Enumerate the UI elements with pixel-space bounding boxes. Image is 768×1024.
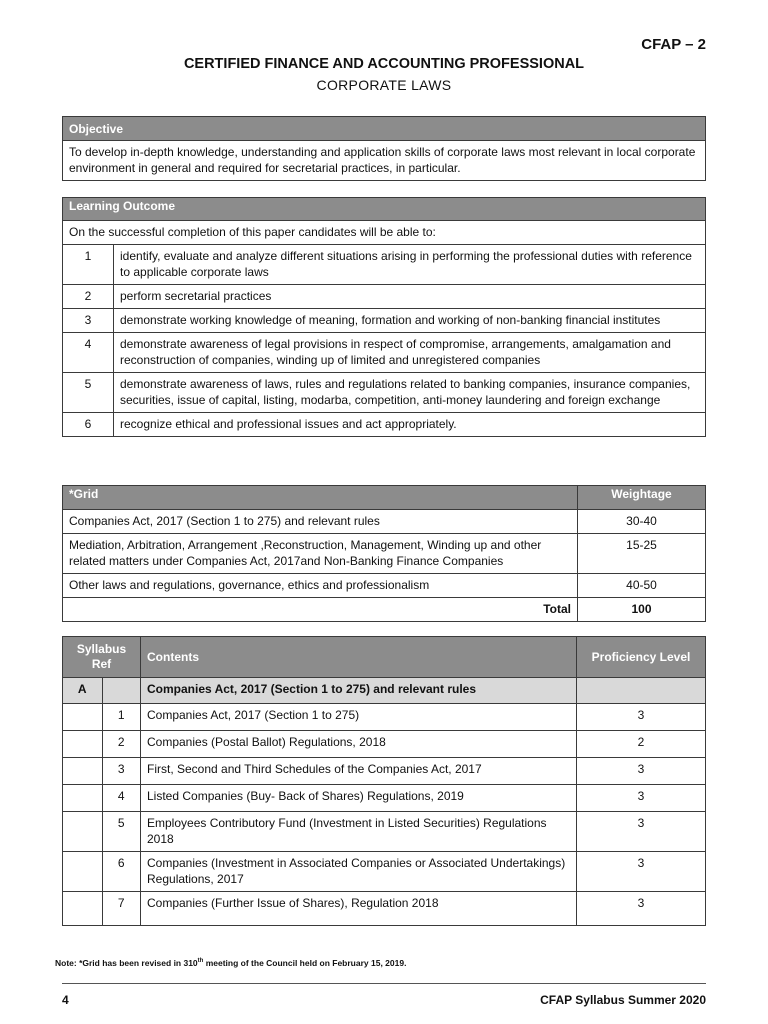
outcome-number: 2: [63, 285, 114, 309]
syllabus-row: [63, 704, 706, 731]
syllabus-row: [63, 731, 706, 758]
section-level-blank: [577, 678, 706, 704]
grid-total-value: 100: [578, 598, 706, 622]
syllabus-item-text: Companies (Investment in Associated Companies or Associated Undertakings) Regulations, 2017: [141, 852, 577, 892]
proficiency-level: 3: [577, 704, 706, 731]
syllabus-item-text: Companies Act, 2017 (Section 1 to 275): [141, 704, 577, 731]
proficiency-level: 3: [577, 785, 706, 812]
syllabus-item-text: Companies (Postal Ballot) Regulations, 2018: [141, 731, 577, 758]
outcome-number: 3: [63, 309, 114, 333]
syllabus-table: [62, 636, 706, 926]
note-superscript: th: [197, 958, 204, 965]
ref-blank: [63, 785, 103, 812]
syllabus-item-number: 5: [102, 812, 141, 852]
syllabus-row: [63, 852, 706, 892]
outcome-text: perform secretarial practices: [114, 285, 706, 309]
syllabus-row: [63, 758, 706, 785]
outcome-row: [63, 309, 706, 333]
outcome-row: [63, 285, 706, 309]
footer-divider: [62, 983, 706, 984]
proficiency-level: 3: [577, 758, 706, 785]
syllabus-item-text: Companies (Further Issue of Shares), Regulation 2018: [141, 892, 577, 926]
outcome-text: recognize ethical and professional issues and act appropriately.: [114, 413, 706, 437]
page-subtitle: CORPORATE LAWS: [316, 77, 452, 93]
outcome-text: demonstrate awareness of laws, rules and regulations related to banking companies, insurance companies, securities, issue of capital, listing, modarba, competition, anti-money laundering and foreign exchange: [114, 373, 706, 413]
outcome-number: 4: [63, 333, 114, 373]
ref-blank: [63, 758, 103, 785]
grid-row: [63, 510, 706, 534]
note-suffix: meeting of the Council held on February 15, 2019.: [203, 958, 407, 968]
outcome-text: demonstrate awareness of legal provisions in respect of compromise, arrangements, amalgamation and reconstruction of companies, winding up of limited and unregistered companies: [114, 333, 706, 373]
syllabus-item-number: 7: [102, 892, 141, 926]
syllabus-item-number: 4: [102, 785, 141, 812]
learning-outcome-table: [62, 197, 706, 437]
ref-blank: [63, 892, 103, 926]
section-title: Companies Act, 2017 (Section 1 to 275) and relevant rules: [141, 678, 577, 704]
objective-text: To develop in-depth knowledge, understanding and application skills of corporate laws most relevant in local corporate environment in general and required for secretarial practices, in particular.: [63, 141, 706, 181]
syllabus-item-number: 2: [102, 731, 141, 758]
syllabus-section-row: [63, 678, 706, 704]
paper-code: CFAP – 2: [641, 36, 706, 53]
grid-total-row: [63, 598, 706, 622]
ref-blank: [63, 704, 103, 731]
outcome-row: [63, 373, 706, 413]
proficiency-level: 3: [577, 812, 706, 852]
grid-row: [63, 534, 706, 574]
syllabus-item-number: 3: [102, 758, 141, 785]
proficiency-heading: Proficiency Level: [577, 637, 706, 678]
syllabus-ref-heading: Syllabus Ref: [63, 637, 141, 678]
page-title: CERTIFIED FINANCE AND ACCOUNTING PROFESSIONAL: [183, 56, 585, 72]
grid-area: Companies Act, 2017 (Section 1 to 275) and relevant rules: [63, 510, 578, 534]
syllabus-row: [63, 892, 706, 926]
grid-total-label: Total: [63, 598, 578, 622]
grid-weight: 15-25: [578, 534, 706, 574]
grid-heading: *Grid: [63, 486, 578, 510]
proficiency-level: 3: [577, 892, 706, 926]
outcome-row: [63, 245, 706, 285]
note-prefix: Note: *Grid has been revised in 310: [55, 958, 198, 968]
syllabus-row: [63, 812, 706, 852]
objective-heading: Objective: [63, 117, 706, 141]
outcome-row: [63, 413, 706, 437]
grid-table: [62, 485, 706, 622]
proficiency-level: 2: [577, 731, 706, 758]
grid-weight: 40-50: [578, 574, 706, 598]
footer-label: CFAP Syllabus Summer 2020: [540, 993, 706, 1007]
outcome-number: 1: [63, 245, 114, 285]
syllabus-row: [63, 785, 706, 812]
syllabus-item-text: Listed Companies (Buy- Back of Shares) Regulations, 2019: [141, 785, 577, 812]
syllabus-item-number: 6: [102, 852, 141, 892]
outcome-row: [63, 333, 706, 373]
syllabus-item-number: 1: [102, 704, 141, 731]
page-number: 4: [62, 993, 69, 1007]
ref-blank: [63, 812, 103, 852]
grid-row: [63, 574, 706, 598]
outcome-number: 5: [63, 373, 114, 413]
grid-weight: 30-40: [578, 510, 706, 534]
outcome-text: identify, evaluate and analyze different situations arising in performing the professional duties with reference to applicable corporate laws: [114, 245, 706, 285]
weightage-heading: Weightage: [578, 486, 706, 510]
contents-heading: Contents: [141, 637, 577, 678]
proficiency-level: 3: [577, 852, 706, 892]
section-ref: A: [63, 678, 103, 704]
grid-note: [55, 958, 406, 968]
syllabus-item-text: First, Second and Third Schedules of the Companies Act, 2017: [141, 758, 577, 785]
objective-table: [62, 116, 706, 181]
ref-blank: [63, 852, 103, 892]
outcome-text: demonstrate working knowledge of meaning, formation and working of non-banking financial institutes: [114, 309, 706, 333]
syllabus-item-text: Employees Contributory Fund (Investment in Listed Securities) Regulations 2018: [141, 812, 577, 852]
section-num-blank: [102, 678, 141, 704]
grid-area: Other laws and regulations, governance, ethics and professionalism: [63, 574, 578, 598]
learning-outcome-heading: Learning Outcome: [63, 198, 706, 221]
ref-blank: [63, 731, 103, 758]
learning-outcome-intro: On the successful completion of this paper candidates will be able to:: [63, 221, 706, 245]
grid-area: Mediation, Arbitration, Arrangement ,Reconstruction, Management, Winding up and other related matters under Companies Act, 2017and Non-Banking Finance Companies: [63, 534, 578, 574]
outcome-number: 6: [63, 413, 114, 437]
